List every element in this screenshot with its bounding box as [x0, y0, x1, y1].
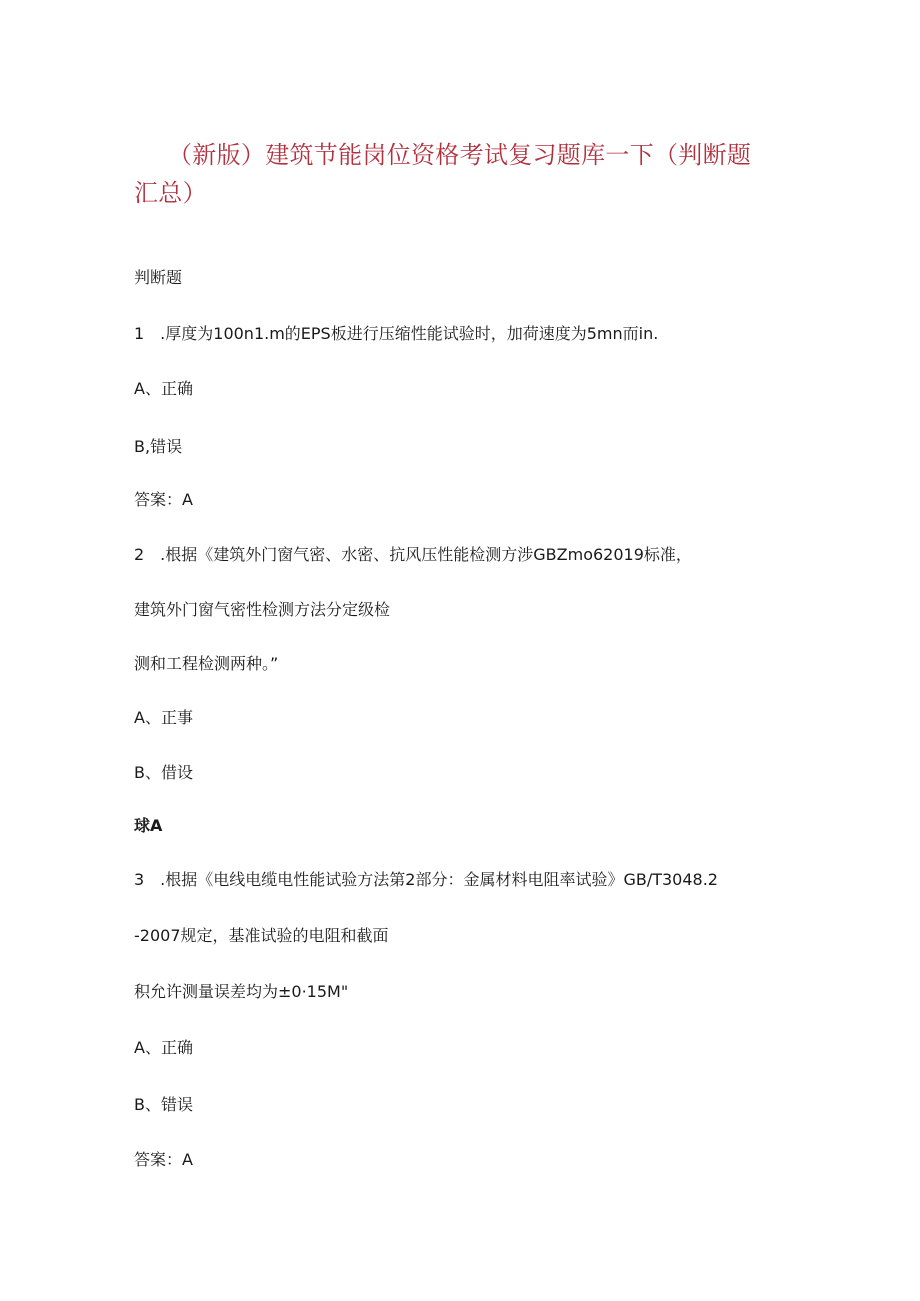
- question-1-text: 1 .厚度为100n1.m的EPS板进行压缩性能试验时，加荷速度为5mn而in.: [134, 324, 659, 343]
- question-2-text-line-3: 测和工程检测两种。”: [134, 654, 279, 673]
- question-2-text-line-1: 2 .根据《建筑外门窗气密、水密、抗风压性能检测方涉GBZmo62019标准，: [134, 545, 692, 564]
- question-3-text-line-1: 3 .根据《电线电缆电性能试验方法第2部分：金属材料电阻率试验》GB/T3048.2: [134, 870, 718, 889]
- question-2-option-b: B、借设: [134, 763, 193, 782]
- question-3-text-line-2: -2007规定，基准试验的电阻和截面: [134, 926, 389, 945]
- question-3-text-line-3: 积允许测量误差均为±0·15M": [134, 982, 349, 1001]
- question-1-option-a: A、正确: [134, 379, 193, 398]
- question-3-option-a: A、正确: [134, 1038, 193, 1057]
- question-3-option-b: B、错误: [134, 1095, 193, 1114]
- question-2-text-line-2: 建筑外门窗气密性检测方法分定级检: [134, 600, 391, 619]
- question-2-answer: 球A: [134, 816, 163, 835]
- question-1-answer: 答案：A: [134, 490, 193, 509]
- section-heading: 判断题: [134, 268, 183, 287]
- document-title: （新版）建筑节能岗位资格考试复习题库一下（判断题汇总）: [134, 141, 752, 207]
- question-1-option-b: B,错误: [134, 437, 183, 456]
- question-3-answer: 答案：A: [134, 1150, 193, 1169]
- question-2-option-a: A、正事: [134, 708, 193, 727]
